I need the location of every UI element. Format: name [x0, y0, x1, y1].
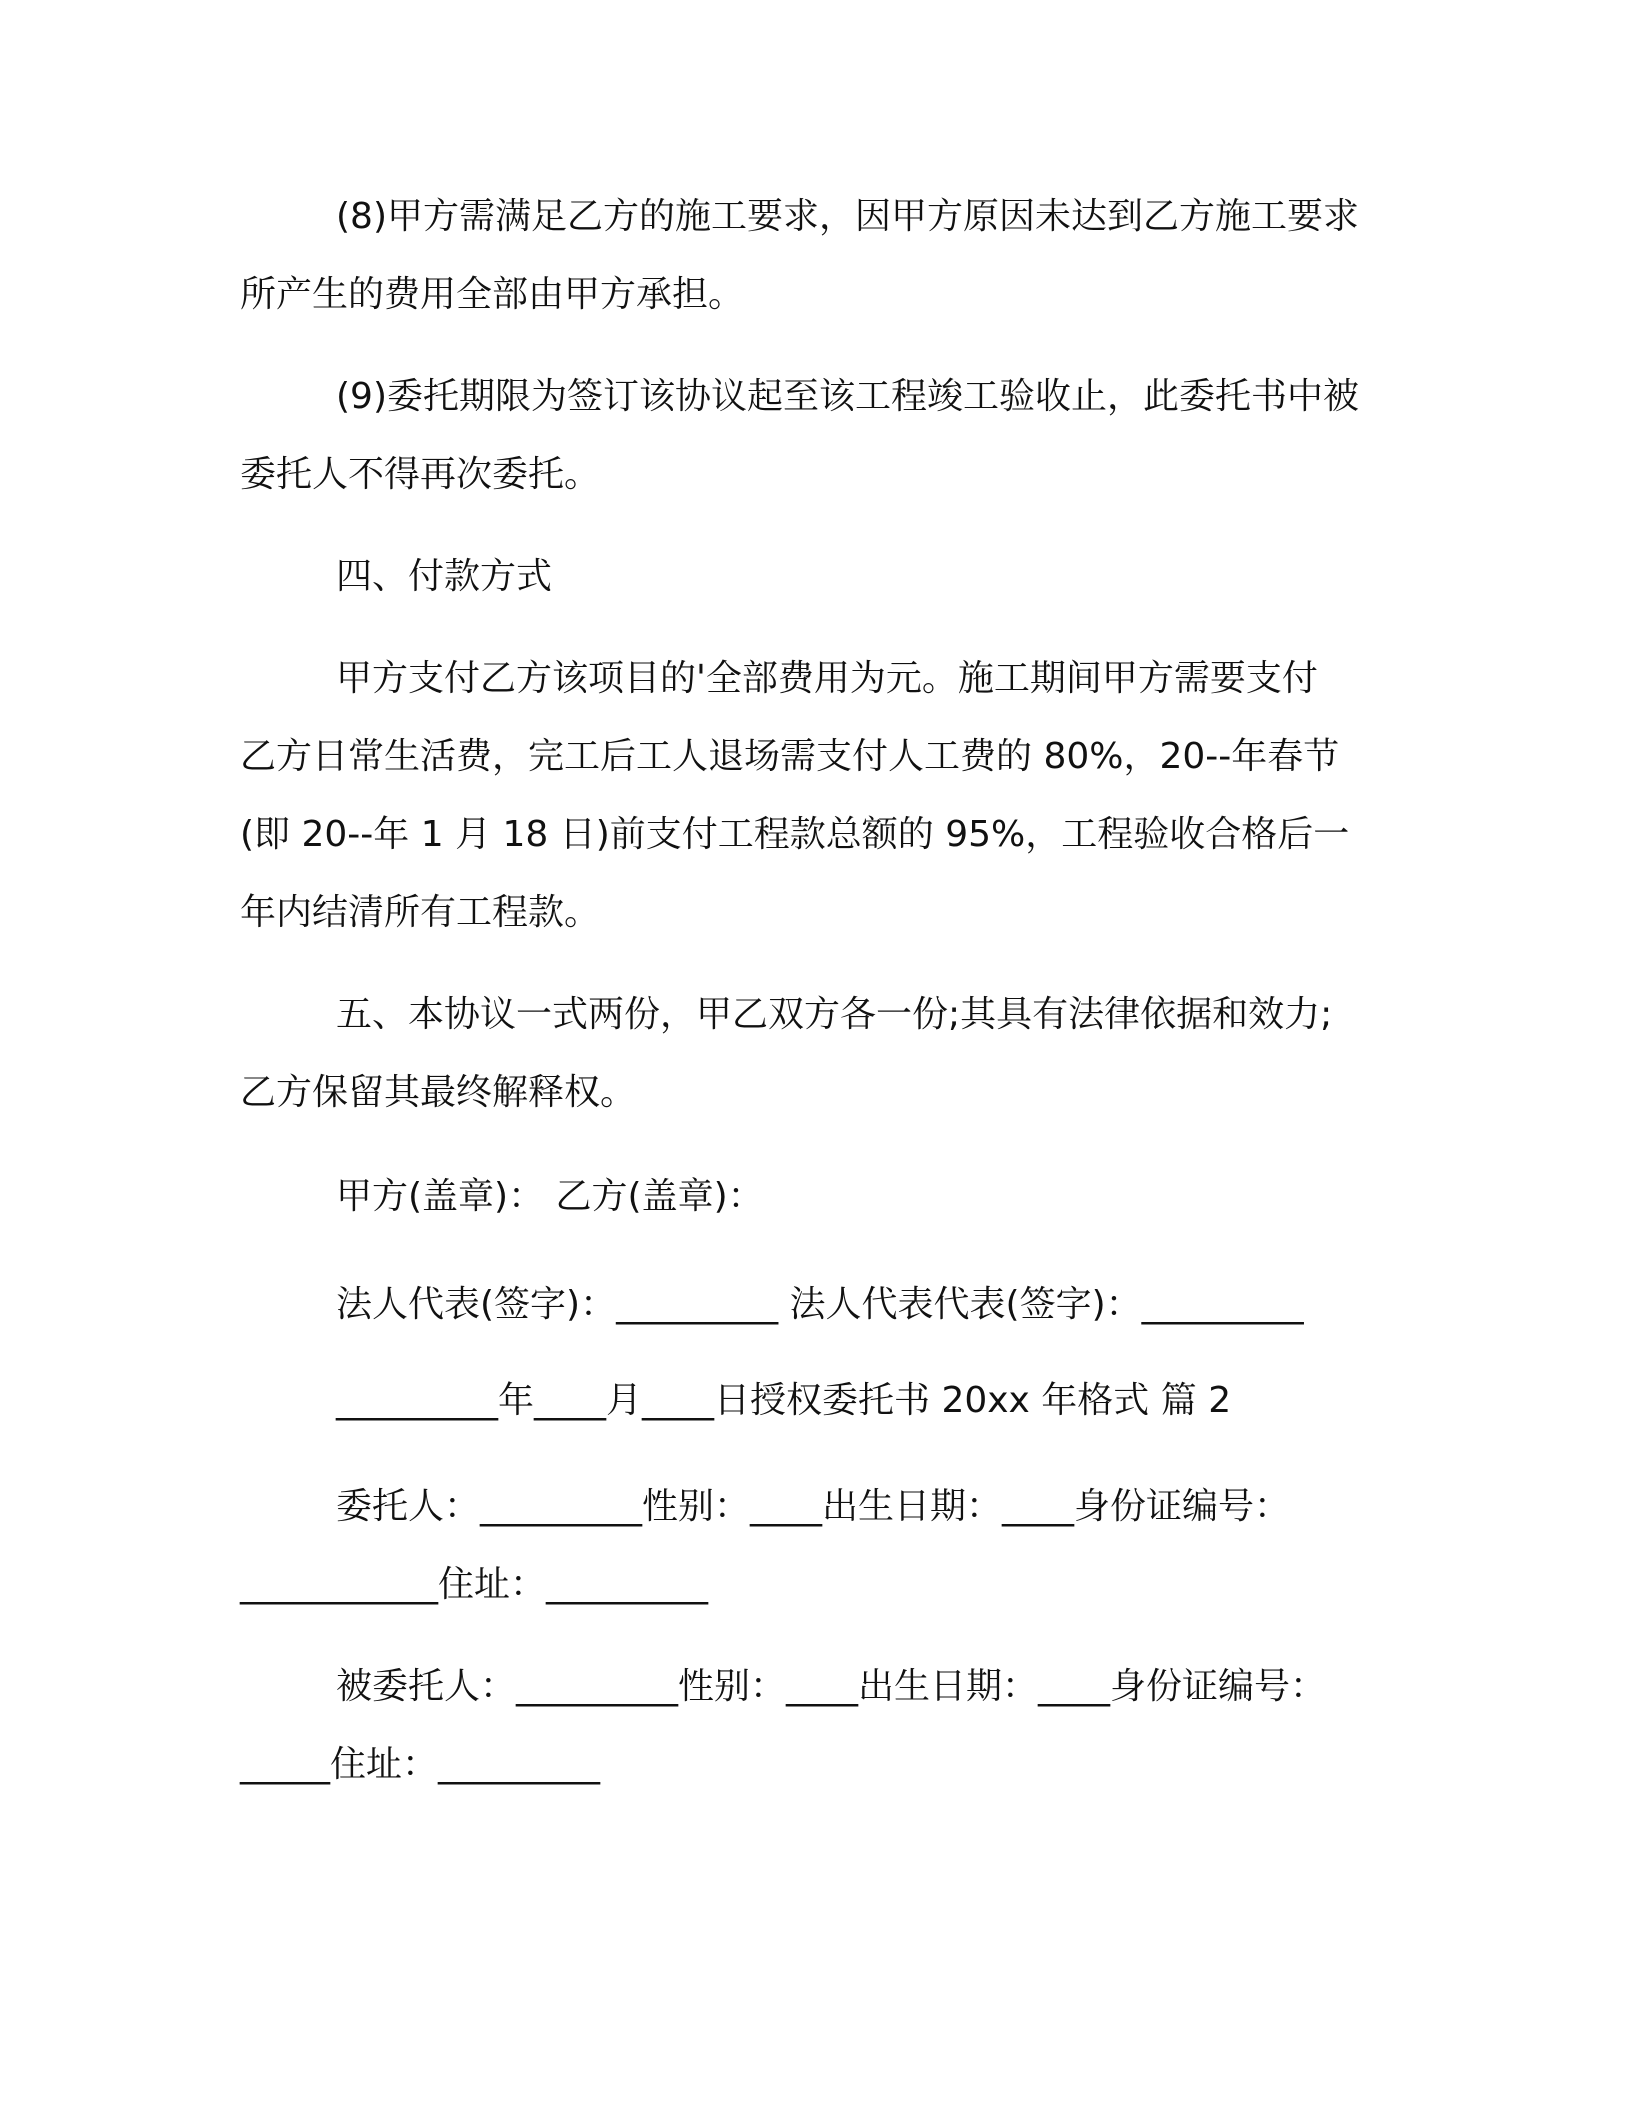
clause-5-line-2: 乙方保留其最终解释权。	[240, 1072, 637, 1113]
heading-payment-method: 四、付款方式	[336, 556, 553, 597]
clause-8-line-2: 所产生的费用全部由甲方承担。	[240, 274, 745, 315]
clause-5	[240, 976, 1436, 1132]
agent-line-1: 被委托人：_________性别：____出生日期：____身份证编号：	[336, 1666, 1327, 1707]
payment-line-3: (即 20--年 1 月 18 日)前支付工程款总额的 95%，工程验收合格后一	[240, 814, 1350, 855]
payment-line-4: 年内结清所有工程款。	[240, 892, 601, 933]
clause-9	[240, 358, 1436, 514]
date-and-title-line: _________年____月____日授权委托书 20xx 年格式 篇 2	[336, 1380, 1232, 1421]
clause-8	[240, 178, 1436, 334]
agent-line-2: _____住址：_________	[240, 1744, 601, 1785]
clause-5-line-1: 五、本协议一式两份，甲乙双方各一份;其具有法律依据和效力;	[336, 994, 1333, 1035]
principal-line-1: 委托人：_________性别：____出生日期：____身份证编号：	[336, 1486, 1291, 1527]
agent-info	[240, 1648, 1436, 1804]
clause-9-line-1: (9)委托期限为签订该协议起至该工程竣工验收止，此委托书中被	[336, 376, 1359, 417]
payment-line-1: 甲方支付乙方该项目的'全部费用为元。施工期间甲方需要支付	[336, 658, 1318, 699]
payment-line-2: 乙方日常生活费，完工后工人退场需支付人工费的 80%，20--年春节	[240, 736, 1340, 777]
clause-8-line-1: (8)甲方需满足乙方的施工要求，因甲方原因未达到乙方施工要求	[336, 196, 1359, 237]
clause-9-line-2: 委托人不得再次委托。	[240, 454, 601, 495]
seal-line: 甲方(盖章)： 乙方(盖章)：	[336, 1176, 764, 1217]
principal-line-2: ___________住址：_________	[240, 1564, 709, 1605]
payment-terms	[240, 640, 1436, 952]
principal-info	[240, 1468, 1436, 1624]
legal-representative-line: 法人代表(签字)：_________ 法人代表代表(签字)：_________	[336, 1284, 1304, 1325]
